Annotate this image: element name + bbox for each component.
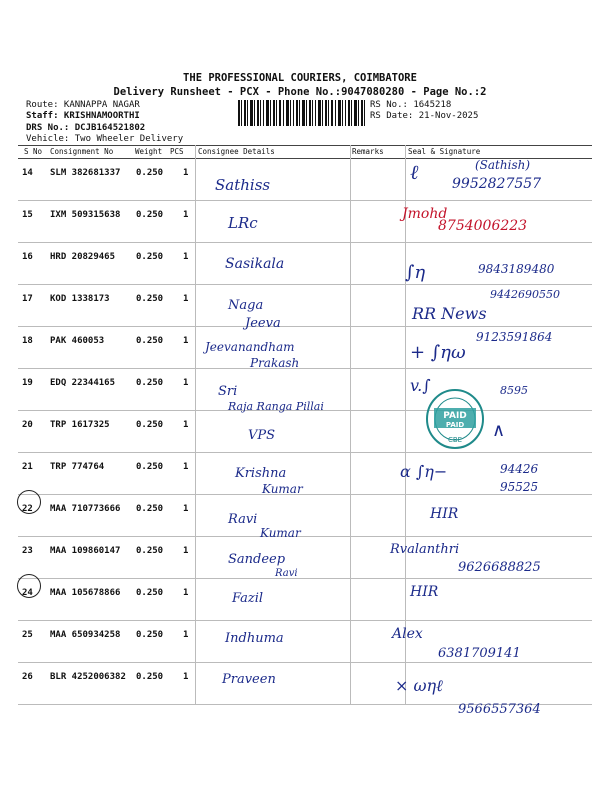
row-consignment: MAA 710773666 xyxy=(50,504,121,514)
stamp-text-top: PAID xyxy=(443,411,467,421)
signature-scribble: + ∫ηω xyxy=(410,342,466,363)
row-sno: 18 xyxy=(22,336,33,346)
row-sno: 21 xyxy=(22,462,33,472)
handwritten-phone: 8754006223 xyxy=(438,218,528,234)
handwritten-phone: 94426 xyxy=(500,462,539,476)
row-weight: 0.250 xyxy=(136,168,164,178)
col-consignment: Consignment No xyxy=(50,147,114,156)
rs-no-label: RS No.: 1645218 xyxy=(370,100,452,110)
row-pcs: 1 xyxy=(183,294,189,304)
row-pcs: 1 xyxy=(183,630,189,640)
table-row xyxy=(18,494,592,536)
row-weight: 0.250 xyxy=(136,504,164,514)
row-pcs: 1 xyxy=(183,168,189,178)
row-weight: 0.250 xyxy=(136,630,164,640)
row-sno: 17 xyxy=(22,294,33,304)
pen-circle-mark xyxy=(17,490,41,514)
drs-label: DRS No.: DCJB164521802 xyxy=(26,123,146,133)
row-pcs: 1 xyxy=(183,504,189,514)
handwritten-signature: HIR xyxy=(430,506,459,522)
handwritten-phone: 9952827557 xyxy=(452,176,542,192)
handwritten-phone: 8595 xyxy=(500,384,528,397)
handwritten-name: Jeevanandham xyxy=(205,340,295,354)
row-sno: 26 xyxy=(22,672,33,682)
row-sno: 16 xyxy=(22,252,33,262)
col-seal-signature: Seal & Signature xyxy=(408,147,481,156)
handwritten-signature: (Sathish) xyxy=(475,158,531,172)
row-consignment: TRP 1617325 xyxy=(50,420,110,430)
row-consignment: MAA 105678866 xyxy=(50,588,121,598)
col-pcs: PCS xyxy=(170,147,184,156)
row-sno: 14 xyxy=(22,168,33,178)
barcode xyxy=(238,100,365,126)
handwritten-name: VPS xyxy=(248,428,276,443)
row-consignment: IXM 509315638 xyxy=(50,210,121,220)
row-consignment: HRD 20829465 xyxy=(50,252,116,262)
staff-label: Staff: KRISHNAMOORTHI xyxy=(26,111,140,121)
vehicle-label: Vehicle: Two Wheeler Delivery xyxy=(26,134,184,144)
row-consignment: PAK 460053 xyxy=(50,336,105,346)
row-weight: 0.250 xyxy=(136,420,164,430)
handwritten-name: Jeeva xyxy=(245,316,281,331)
row-pcs: 1 xyxy=(183,672,189,682)
handwritten-signature: HIR xyxy=(410,584,439,600)
row-pcs: 1 xyxy=(183,546,189,556)
handwritten-name: Ravi xyxy=(275,568,298,579)
company-title: THE PROFESSIONAL COURIERS, COIMBATORE xyxy=(183,72,417,84)
handwritten-signature: Jmohd xyxy=(402,206,448,222)
handwritten-signature: Rvalanthri xyxy=(390,542,460,557)
row-pcs: 1 xyxy=(183,336,189,346)
handwritten-phone: 9843189480 xyxy=(478,262,555,276)
handwritten-name: Sandeep xyxy=(228,552,286,567)
handwritten-name: Naga xyxy=(228,298,264,313)
row-weight: 0.250 xyxy=(136,546,164,556)
row-weight: 0.250 xyxy=(136,588,164,598)
table-row xyxy=(18,410,592,452)
row-pcs: 1 xyxy=(183,588,189,598)
signature-scribble: × ωηℓ xyxy=(395,676,443,695)
row-weight: 0.250 xyxy=(136,672,164,682)
handwritten-phone: 9442690550 xyxy=(490,288,560,301)
handwritten-phone: 9566557364 xyxy=(458,702,541,717)
row-pcs: 1 xyxy=(183,420,189,430)
row-consignment: MAA 650934258 xyxy=(50,630,121,640)
handwritten-phone: 95525 xyxy=(500,480,539,494)
row-weight: 0.250 xyxy=(136,462,164,472)
col-weight: Weight xyxy=(135,147,163,156)
handwritten-signature: Alex xyxy=(392,626,423,642)
row-weight: 0.250 xyxy=(136,210,164,220)
handwritten-phone: 6381709141 xyxy=(438,646,521,661)
signature-scribble: α ∫η− xyxy=(400,462,448,481)
handwritten-phone: 9626688825 xyxy=(458,560,541,575)
row-weight: 0.250 xyxy=(136,378,164,388)
row-sno: 22 xyxy=(22,504,33,514)
signature-scribble: v.∫ xyxy=(410,376,431,395)
handwritten-name: Sri xyxy=(218,384,238,399)
handwritten-name: Indhuma xyxy=(225,631,284,646)
row-pcs: 1 xyxy=(183,378,189,388)
row-consignment: SLM 382681337 xyxy=(50,168,121,178)
route-label: Route: KANNAPPA NAGAR xyxy=(26,100,140,110)
col-sno: S No xyxy=(24,147,43,156)
row-consignment: TRP 774764 xyxy=(50,462,105,472)
table-row xyxy=(18,662,592,704)
row-pcs: 1 xyxy=(183,210,189,220)
row-sno: 15 xyxy=(22,210,33,220)
handwritten-name: Sathiss xyxy=(215,176,271,194)
rs-date-label: RS Date: 21-Nov-2025 xyxy=(370,111,479,121)
table-row xyxy=(18,578,592,620)
handwritten-name: Raja Ranga Pillai xyxy=(228,400,324,413)
signature-scribble: ∫η xyxy=(405,262,426,283)
handwritten-name: Fazil xyxy=(232,591,264,606)
row-consignment: BLR 4252006382 xyxy=(50,672,126,682)
row-consignment: MAA 109860147 xyxy=(50,546,121,556)
pen-circle-mark xyxy=(17,574,41,598)
stamp-text-city: CBE xyxy=(447,436,463,444)
row-consignment: KOD 1338173 xyxy=(50,294,110,304)
row-sno: 24 xyxy=(22,588,33,598)
paid-stamp xyxy=(425,388,485,450)
handwritten-signature: RR News xyxy=(412,304,487,323)
signature-scribble: ℓ xyxy=(410,160,419,184)
handwritten-name: LRc xyxy=(228,214,258,232)
col-consignee: Consignee Details xyxy=(198,147,275,156)
row-sno: 19 xyxy=(22,378,33,388)
handwritten-name: Krishna xyxy=(235,466,287,481)
col-remarks: Remarks xyxy=(352,147,384,156)
handwritten-name: Prakash xyxy=(250,356,300,370)
handwritten-name: Kumar xyxy=(262,482,303,496)
row-weight: 0.250 xyxy=(136,252,164,262)
handwritten-name: Ravi xyxy=(228,512,258,527)
handwritten-name: Kumar xyxy=(260,526,301,540)
table-top-rule xyxy=(18,145,592,146)
row-weight: 0.250 xyxy=(136,294,164,304)
row-sno: 25 xyxy=(22,630,33,640)
handwritten-name: Praveen xyxy=(222,672,276,687)
row-pcs: 1 xyxy=(183,462,189,472)
handwritten-phone: 9123591864 xyxy=(476,330,553,344)
row-sno: 23 xyxy=(22,546,33,556)
row-sno: 20 xyxy=(22,420,33,430)
stamp-text-bottom: PAID xyxy=(445,421,465,429)
row-pcs: 1 xyxy=(183,252,189,262)
signature-scribble: ∧ xyxy=(492,420,506,441)
handwritten-name: Sasikala xyxy=(225,256,285,272)
row-weight: 0.250 xyxy=(136,336,164,346)
row-consignment: EDQ 22344165 xyxy=(50,378,116,388)
runsheet-subtitle: Delivery Runsheet - PCX - Phone No.:9047080280 - Page No.:2 xyxy=(113,86,487,98)
